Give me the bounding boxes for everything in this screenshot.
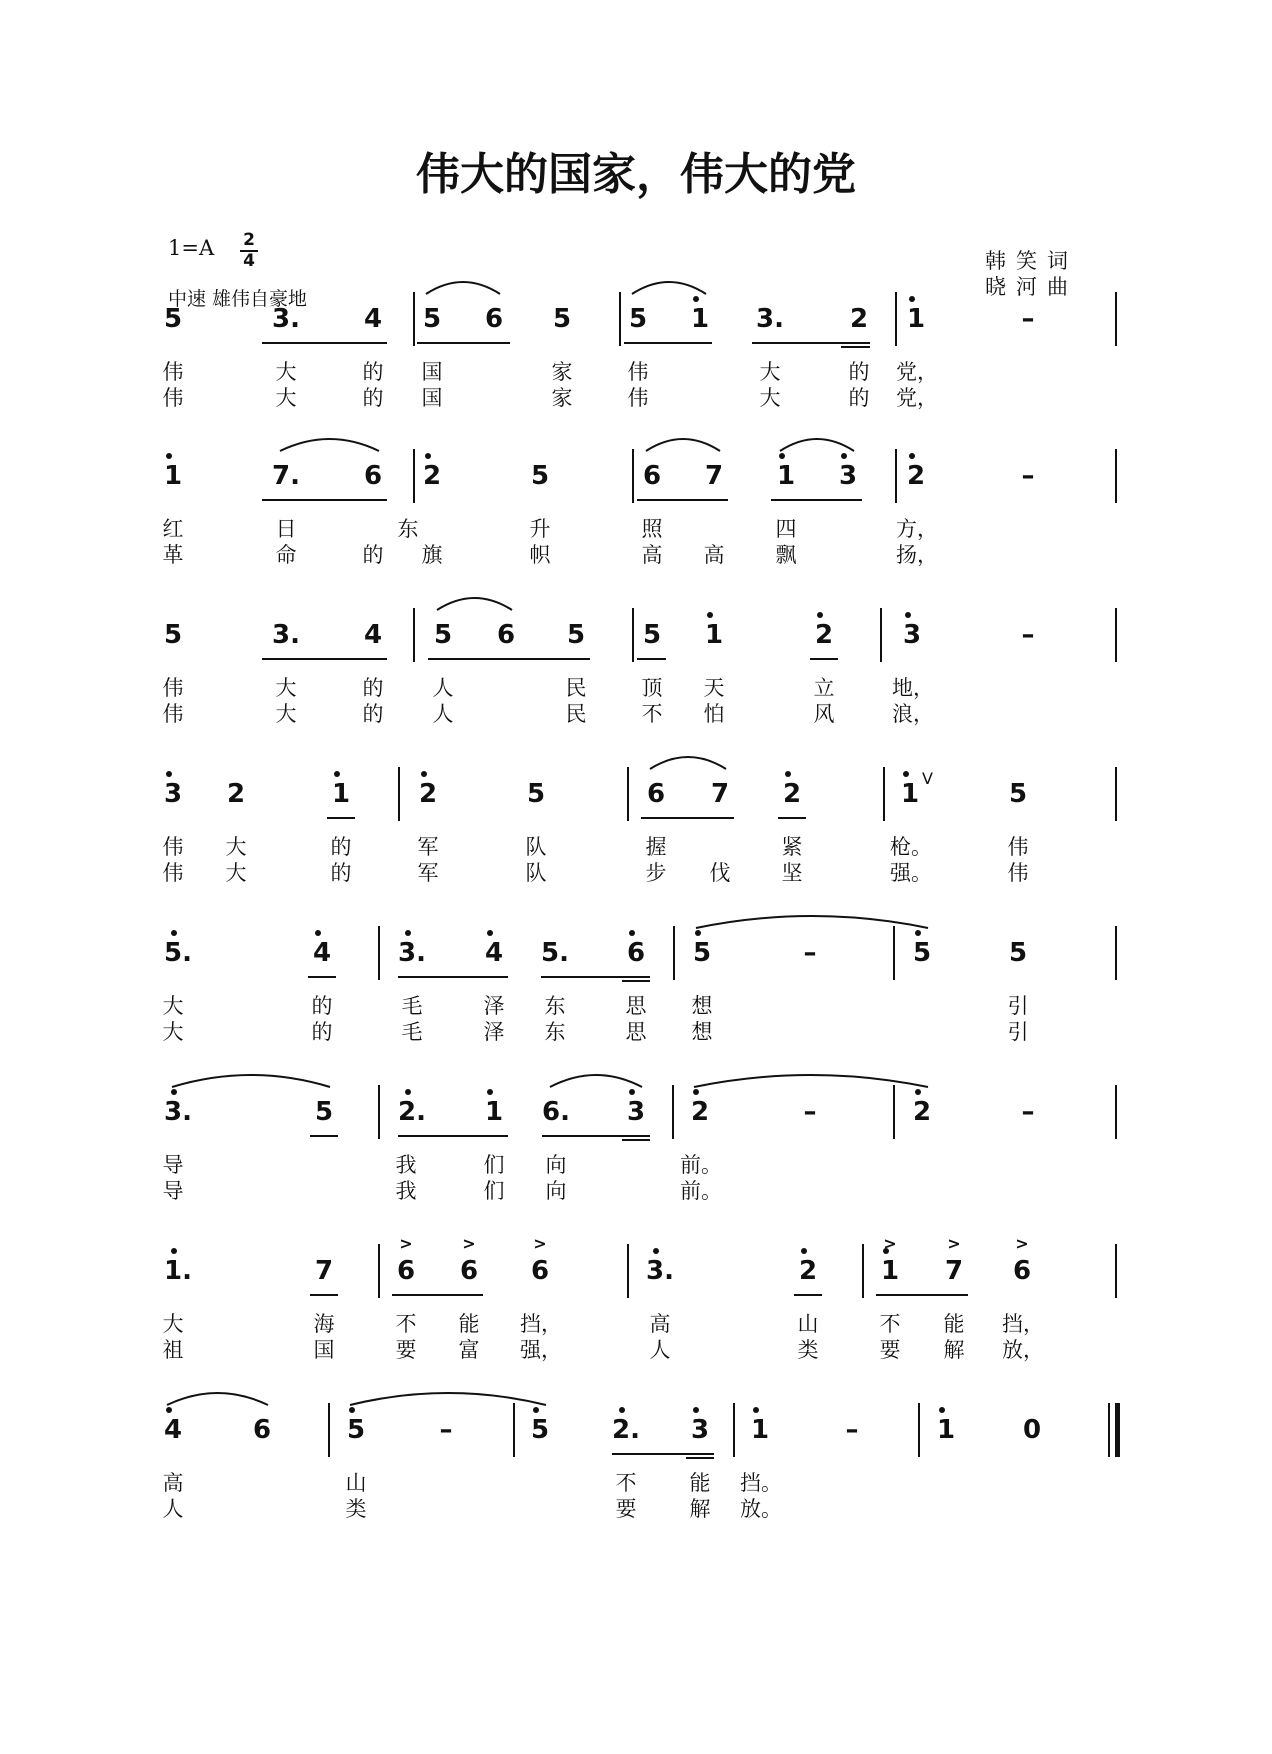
lyric-verse-2: 我 <box>395 1179 417 1203</box>
bar-line <box>627 1244 629 1298</box>
lyric-verse-2: 解 <box>943 1338 965 1362</box>
bar-line <box>378 1244 380 1298</box>
lyric-verse-1: 伟 <box>162 676 184 700</box>
lyric-verse-1: 东 <box>397 517 419 541</box>
note: 2 <box>896 461 936 491</box>
lyric-verse-1: 不 <box>615 1471 637 1495</box>
lyric-verse-1: 大 <box>225 835 247 859</box>
lyric-verse-1: 挡， <box>1002 1312 1044 1336</box>
lyric-verse-2: 步 <box>645 861 667 885</box>
bar-line <box>862 1244 864 1298</box>
slur <box>437 598 512 610</box>
rhythm-underline <box>841 346 870 348</box>
lyric-verse-1: 天 <box>703 676 725 700</box>
tempo-marking: 中速 雄伟自豪地 <box>168 288 308 310</box>
note: 7 <box>314 1256 334 1286</box>
bar-line <box>1115 1244 1117 1298</box>
lyric-verse-2: 泽 <box>483 1020 505 1044</box>
rhythm-underline <box>778 817 806 819</box>
note: 5 <box>902 938 942 968</box>
rhythm-underline <box>398 1135 508 1137</box>
lyric-verse-1: 大 <box>162 994 184 1018</box>
lyric-verse-2: 队 <box>525 861 547 885</box>
lyric-verse-2: 大 <box>275 702 297 726</box>
lyric-verse-1: 的 <box>311 994 333 1018</box>
lyric-verse-2: 的 <box>311 1020 333 1044</box>
note: – <box>439 1415 453 1445</box>
note: 1 <box>680 304 720 334</box>
key-signature: 1=A <box>168 236 215 260</box>
note: 7 <box>944 1256 964 1286</box>
note: 5 <box>566 620 586 650</box>
slur <box>167 1393 268 1405</box>
slur <box>550 1075 642 1087</box>
lyric-verse-2: 国 <box>313 1338 335 1362</box>
note: 6 <box>642 461 662 491</box>
lyric-verse-1: 东 <box>544 994 566 1018</box>
lyric-verse-2: 高 <box>641 543 663 567</box>
slur-layer <box>0 580 1272 620</box>
lyric-verse-1: 党， <box>896 360 938 384</box>
note: 6 <box>646 779 666 809</box>
note: 6. <box>542 1097 570 1127</box>
note: 5 <box>314 1097 334 1127</box>
lyric-verse-2: 民 <box>565 702 587 726</box>
high-octave-dot <box>171 1248 177 1254</box>
lyric-verse-2: 革 <box>162 543 184 567</box>
note: – <box>1021 1097 1035 1127</box>
note: 1 <box>896 304 936 334</box>
lyric-verse-2: 导 <box>162 1179 184 1203</box>
lyric-verse-2: 伟 <box>162 861 184 885</box>
note: 1 <box>926 1415 966 1445</box>
rhythm-underline <box>794 1294 822 1296</box>
lyric-verse-2: 祖 <box>162 1338 184 1362</box>
rhythm-underline <box>392 1294 483 1296</box>
high-octave-dot <box>653 1248 659 1254</box>
rhythm-underline <box>624 342 712 344</box>
note: 6 <box>363 461 383 491</box>
lyric-verse-1: 挡， <box>520 1312 562 1336</box>
lyric-verse-1: 大 <box>275 676 297 700</box>
lyric-verse-1: 家 <box>551 360 573 384</box>
note: 6 <box>484 304 504 334</box>
note: 3. <box>640 1256 680 1286</box>
note: 3. <box>272 620 300 650</box>
lyric-verse-2: 的 <box>362 543 384 567</box>
note: 3 <box>616 1097 656 1127</box>
note: 2 <box>772 779 812 809</box>
lyric-verse-1: 引 <box>1007 994 1029 1018</box>
lyric-verse-2: 解 <box>689 1497 711 1521</box>
rhythm-underline <box>771 499 862 501</box>
lyric-verse-2: 思 <box>625 1020 647 1044</box>
note: 3. <box>158 1097 198 1127</box>
lyric-verse-2: 旗 <box>421 543 443 567</box>
lyric-verse-2: 伟 <box>162 386 184 410</box>
rhythm-underline <box>876 1294 968 1296</box>
lyric-verse-2: 要 <box>395 1338 417 1362</box>
lyric-verse-2: 不 <box>641 702 663 726</box>
note: 3 <box>892 620 932 650</box>
slur <box>172 1075 330 1087</box>
lyric-verse-2: 大 <box>162 1020 184 1044</box>
lyric-verse-2: 大 <box>759 386 781 410</box>
note: 5 <box>422 304 442 334</box>
score-row <box>0 1097 1272 1247</box>
note: 5 <box>628 304 648 334</box>
lyric-verse-1: 人 <box>432 676 454 700</box>
lyric-verse-2: 们 <box>483 1179 505 1203</box>
lyric-verse-1: 我 <box>395 1153 417 1177</box>
accent-mark: > <box>947 1234 961 1253</box>
note: 3. <box>756 304 784 334</box>
rhythm-underline <box>542 1135 650 1137</box>
note: 3 <box>828 461 868 491</box>
lyric-verse-1: 伟 <box>1007 835 1029 859</box>
note: 2 <box>680 1097 720 1127</box>
lyric-verse-1: 国 <box>421 360 443 384</box>
slur <box>696 916 928 928</box>
lyric-verse-1: 升 <box>529 517 551 541</box>
note: 5 <box>433 620 453 650</box>
lyric-verse-2: 强。 <box>890 861 932 885</box>
lyric-verse-1: 照 <box>641 517 663 541</box>
rhythm-underline <box>637 658 666 660</box>
slur-layer <box>0 264 1272 304</box>
note: – <box>803 1097 817 1127</box>
note: 3. <box>392 938 432 968</box>
rhythm-underline <box>262 658 387 660</box>
note: 4 <box>474 938 514 968</box>
rhythm-underline <box>541 976 650 978</box>
note: 6 <box>530 1256 550 1286</box>
slur <box>780 439 854 451</box>
slur <box>350 1393 546 1405</box>
note: 1 <box>870 1256 910 1286</box>
lyric-verse-2: 坚 <box>781 861 803 885</box>
lyric-verse-2: 伟 <box>627 386 649 410</box>
lyric-verse-1: 想 <box>691 994 713 1018</box>
note: 1 <box>153 461 193 491</box>
note: 6 <box>616 938 656 968</box>
lyric-verse-1: 毛 <box>401 994 423 1018</box>
lyric-verse-2: 前。 <box>680 1179 722 1203</box>
note: 6 <box>459 1256 479 1286</box>
lyric-verse-1: 顶 <box>641 676 663 700</box>
accent-mark: > <box>533 1234 547 1253</box>
note: 2. <box>606 1415 646 1445</box>
note: 1 <box>694 620 734 650</box>
rhythm-underline <box>262 342 387 344</box>
note: – <box>1021 304 1035 334</box>
note: 3 <box>680 1415 720 1445</box>
lyric-verse-2: 要 <box>615 1497 637 1521</box>
lyric-verse-2: 伟 <box>162 702 184 726</box>
slur-layer <box>0 421 1272 461</box>
note: 7. <box>272 461 300 491</box>
lyric-verse-1: 大 <box>759 360 781 384</box>
slur-layer <box>0 739 1272 779</box>
lyric-verse-2: 伐 <box>709 861 731 885</box>
lyric-verse-1: 前。 <box>680 1153 722 1177</box>
slur <box>426 282 500 294</box>
rhythm-underline <box>637 499 728 501</box>
lyric-verse-1: 地， <box>892 676 934 700</box>
meter-bottom: 4 <box>243 251 255 271</box>
rhythm-underline <box>417 342 510 344</box>
lyric-verse-2: 的 <box>330 861 352 885</box>
note: 5 <box>530 461 550 491</box>
note: 2 <box>902 1097 942 1127</box>
rhythm-underline <box>641 817 734 819</box>
note: 6 <box>396 1256 416 1286</box>
lyric-verse-2: 的 <box>362 702 384 726</box>
rhythm-underline <box>262 499 387 501</box>
lyric-verse-2: 类 <box>345 1497 367 1521</box>
note: 1 <box>890 779 930 809</box>
lyric-verse-2: 引 <box>1007 1020 1029 1044</box>
note: 5 <box>552 304 572 334</box>
note: – <box>803 938 817 968</box>
rhythm-underline <box>622 1139 650 1141</box>
lyric-verse-1: 海 <box>313 1312 335 1336</box>
breath-mark: V <box>922 769 933 788</box>
lyric-verse-2: 高 <box>703 543 725 567</box>
accent-mark: > <box>1015 1234 1029 1253</box>
note: 2 <box>804 620 844 650</box>
rhythm-underline <box>310 1294 338 1296</box>
lyric-verse-2: 浪， <box>892 702 934 726</box>
lyric-verse-2: 的 <box>848 386 870 410</box>
lyric-verse-1: 不 <box>395 1312 417 1336</box>
note: 3. <box>272 304 300 334</box>
lyric-verse-1: 思 <box>625 994 647 1018</box>
lyric-verse-1: 们 <box>483 1153 505 1177</box>
lyric-verse-2: 类 <box>797 1338 819 1362</box>
lyric-verse-2: 大 <box>275 386 297 410</box>
lyric-verse-1: 不 <box>879 1312 901 1336</box>
lyric-verse-2: 人 <box>432 702 454 726</box>
lyric-verse-2: 党， <box>896 386 938 410</box>
note: – <box>1021 620 1035 650</box>
lyric-verse-2: 风 <box>813 702 835 726</box>
slur-layer <box>0 898 1272 938</box>
rhythm-underline <box>398 976 508 978</box>
lyric-verse-2: 大 <box>225 861 247 885</box>
rhythm-underline <box>310 1135 338 1137</box>
note: 1 <box>321 779 361 809</box>
lyric-verse-2: 要 <box>879 1338 901 1362</box>
note: 5 <box>1008 938 1028 968</box>
lyric-verse-1: 的 <box>330 835 352 859</box>
lyric-verse-2: 人 <box>162 1497 184 1521</box>
lyric-verse-1: 的 <box>848 360 870 384</box>
lyric-verse-1: 握 <box>645 835 667 859</box>
note: 4 <box>302 938 342 968</box>
lyric-verse-1: 向 <box>545 1153 567 1177</box>
lyric-verse-2: 国 <box>421 386 443 410</box>
lyric-verse-1: 挡。 <box>740 1471 782 1495</box>
lyric-verse-2: 军 <box>417 861 439 885</box>
note: 5 <box>336 1415 376 1445</box>
lyric-verse-2: 毛 <box>401 1020 423 1044</box>
lyric-verse-1: 能 <box>458 1312 480 1336</box>
rhythm-underline <box>327 817 355 819</box>
slur <box>632 282 706 294</box>
note: 2 <box>849 304 869 334</box>
note: 1. <box>158 1256 198 1286</box>
slur <box>694 1075 928 1087</box>
lyric-verse-1: 泽 <box>483 994 505 1018</box>
lyric-verse-2: 人 <box>649 1338 671 1362</box>
lyric-verse-1: 伟 <box>162 835 184 859</box>
note: 1 <box>766 461 806 491</box>
slur-layer <box>0 1375 1272 1415</box>
note: 4 <box>363 620 383 650</box>
rhythm-underline <box>428 658 590 660</box>
composer-credit: 晓河曲 <box>985 275 1078 299</box>
lyric-verse-1: 导 <box>162 1153 184 1177</box>
note: 5 <box>520 1415 560 1445</box>
lyric-verse-2: 强， <box>520 1338 562 1362</box>
note: 2. <box>392 1097 432 1127</box>
lyric-verse-2: 飘 <box>775 543 797 567</box>
lyric-verse-2: 家 <box>551 386 573 410</box>
note: 5 <box>163 620 183 650</box>
lyric-verse-2: 想 <box>691 1020 713 1044</box>
slur-layer <box>0 1057 1272 1097</box>
slur <box>650 757 726 769</box>
lyric-verse-1: 方， <box>896 517 938 541</box>
lyric-verse-2: 怕 <box>703 702 725 726</box>
lyric-verse-1: 伟 <box>627 360 649 384</box>
lyric-verse-2: 向 <box>545 1179 567 1203</box>
note: 4 <box>363 304 383 334</box>
note: 2 <box>788 1256 828 1286</box>
rhythm-underline <box>810 658 838 660</box>
note: 3 <box>153 779 193 809</box>
meter-top: 2 <box>243 230 255 250</box>
lyric-verse-1: 紧 <box>781 835 803 859</box>
accent-mark: > <box>399 1234 413 1253</box>
lyric-verse-1: 高 <box>162 1471 184 1495</box>
slur <box>280 439 379 451</box>
lyric-verse-2: 命 <box>275 543 297 567</box>
note: 7 <box>710 779 730 809</box>
lyric-verse-1: 民 <box>565 676 587 700</box>
lyric-verse-1: 能 <box>689 1471 711 1495</box>
note: 6 <box>252 1415 272 1445</box>
lyric-verse-2: 放。 <box>740 1497 782 1521</box>
note: 4 <box>153 1415 193 1445</box>
high-octave-dot <box>801 1248 807 1254</box>
lyric-verse-1: 红 <box>162 517 184 541</box>
note: 0 <box>1022 1415 1042 1445</box>
lyric-verse-1: 大 <box>162 1312 184 1336</box>
note: – <box>1021 461 1035 491</box>
lyric-verse-1: 的 <box>362 360 384 384</box>
note: 2 <box>408 779 448 809</box>
lyric-verse-1: 大 <box>275 360 297 384</box>
note: 1 <box>740 1415 780 1445</box>
rhythm-underline <box>752 342 870 344</box>
lyric-verse-1: 军 <box>417 835 439 859</box>
note: 5. <box>541 938 569 968</box>
accent-mark: > <box>462 1234 476 1253</box>
lyric-verse-1: 队 <box>525 835 547 859</box>
note: 5 <box>642 620 662 650</box>
slur <box>646 439 720 451</box>
rhythm-underline <box>612 1453 714 1455</box>
note: 6 <box>1012 1256 1032 1286</box>
note: 7 <box>704 461 724 491</box>
lyric-verse-2: 东 <box>544 1020 566 1044</box>
note: – <box>845 1415 859 1445</box>
lyric-verse-1: 高 <box>649 1312 671 1336</box>
lyric-verse-1: 能 <box>943 1312 965 1336</box>
note: 2 <box>226 779 246 809</box>
lyric-verse-2: 的 <box>362 386 384 410</box>
note: 2 <box>412 461 452 491</box>
rhythm-underline <box>622 980 650 982</box>
note: 6 <box>496 620 516 650</box>
rhythm-underline <box>686 1457 714 1459</box>
lyric-verse-2: 扬， <box>896 543 938 567</box>
lyric-verse-2: 富 <box>458 1338 480 1362</box>
lyric-verse-1: 山 <box>345 1471 367 1495</box>
lyric-verse-1: 伟 <box>162 360 184 384</box>
lyricist-credit: 韩笑词 <box>985 249 1078 273</box>
lyric-verse-1: 立 <box>813 676 835 700</box>
page-title: 伟大的国家，伟大的党 <box>416 149 856 200</box>
note: 5 <box>1008 779 1028 809</box>
lyric-verse-2: 放， <box>1002 1338 1044 1362</box>
note: 1 <box>474 1097 514 1127</box>
lyric-verse-1: 枪。 <box>890 835 932 859</box>
lyric-verse-1: 山 <box>797 1312 819 1336</box>
note: 5. <box>158 938 198 968</box>
note: 5 <box>682 938 722 968</box>
note: 5 <box>526 779 546 809</box>
accent-mark: > <box>883 1234 897 1253</box>
lyric-verse-1: 四 <box>775 517 797 541</box>
lyric-verse-1: 日 <box>275 517 297 541</box>
lyric-verse-2: 帜 <box>529 543 551 567</box>
rhythm-underline <box>308 976 336 978</box>
lyric-verse-1: 的 <box>362 676 384 700</box>
note: 5 <box>163 304 183 334</box>
lyric-verse-2: 伟 <box>1007 861 1029 885</box>
score-row <box>0 1415 1272 1565</box>
